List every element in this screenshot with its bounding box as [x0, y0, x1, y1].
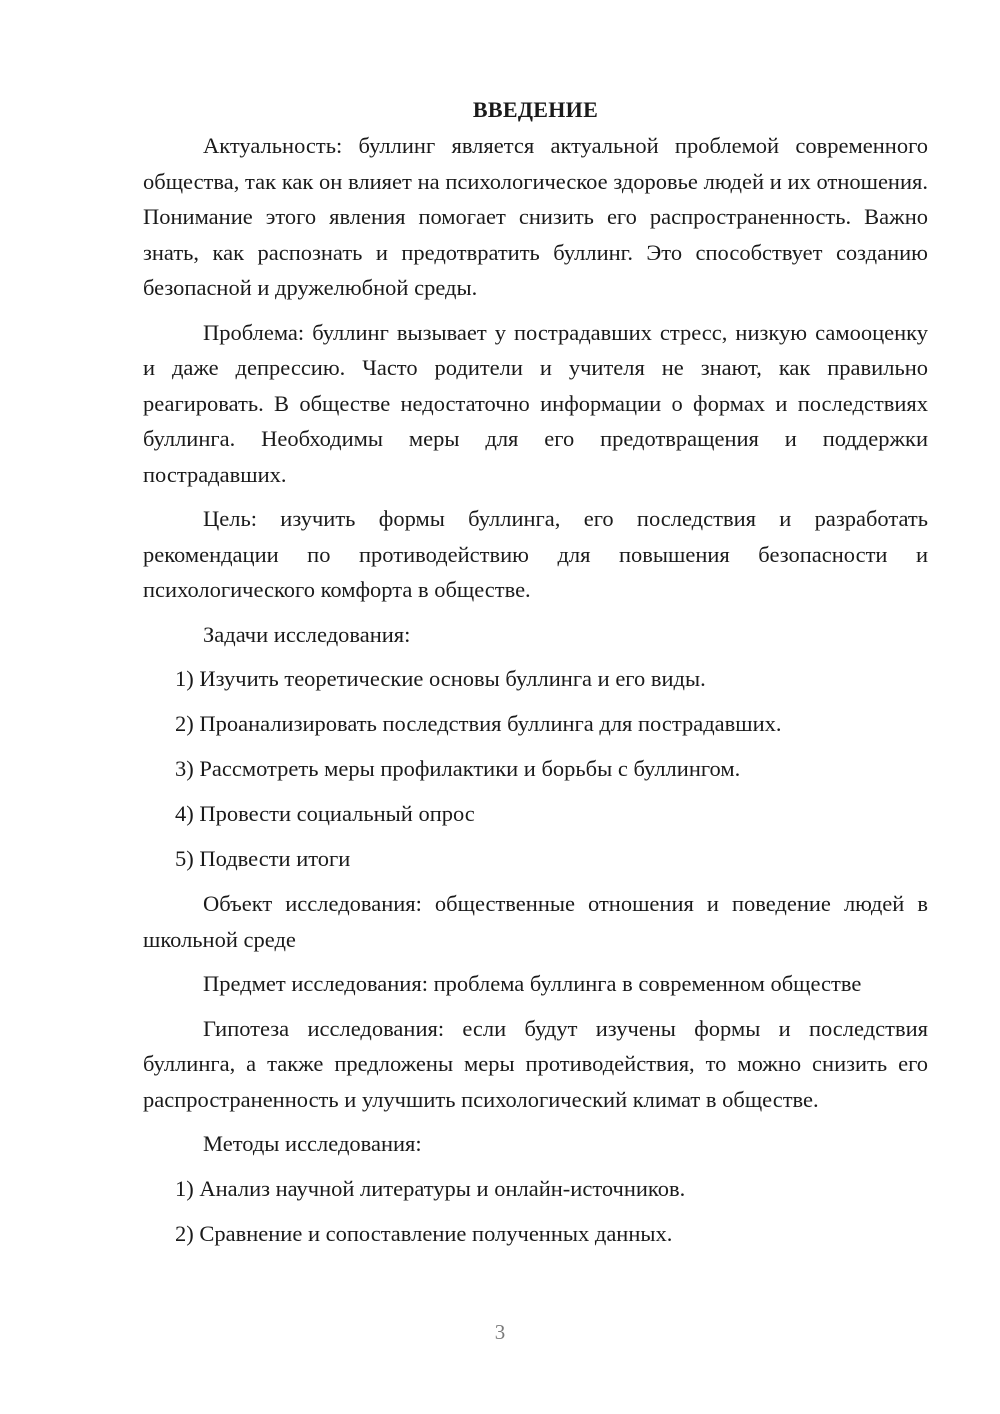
hypothesis-paragraph: Гипотеза исследования: если будут изучены формы и последствия буллинга, а также предложены меры противодействия, то можно снизить его распространенность и улучшить психологический климат в обществе. [143, 1015, 928, 1112]
subject-paragraph: Предмет исследования: проблема буллинга в современном обществе [203, 971, 862, 996]
page-number: 3 [494, 1320, 506, 1344]
list-item: 1) Анализ научной литературы и онлайн-источников. [175, 1175, 686, 1201]
section-title: ВВЕДЕНИЕ [472, 97, 599, 122]
object-paragraph: Объект исследования: общественные отношения и поведение людей в школьной среде [143, 891, 928, 952]
relevance-paragraph: Актуальность: буллинг является актуальной проблемой современного общества, так как он влияет на психологическое здоровье людей и их отношения. Понимание этого явления помогает снизить его распространенность. Важно знать, как распознать и предотвратить буллинг. Это способствует созданию безопасной и дружелюбной среды. [143, 133, 928, 300]
tasks-list [143, 661, 928, 877]
list-item: 3) Рассмотреть меры профилактики и борьбы с буллингом. [175, 756, 741, 781]
tasks-label: Задачи исследования: [203, 621, 411, 647]
list-item: 1) Изучить теоретические основы буллинга и его виды. [175, 666, 706, 691]
goal-paragraph: Цель: изучить формы буллинга, его последствия и разработать рекомендации по противодействию для повышения безопасности и психологического комфорта в обществе. [143, 506, 928, 602]
list-item: 5) Подвести итоги [175, 846, 351, 871]
problem-paragraph: Проблема: буллинг вызывает у пострадавших стресс, низкую самооценку и даже депрессию. Часто родители и учителя не знают, как правильно реагировать. В обществе недостаточно информации о формах и последствиях буллинга. Необходимы меры для его предотвращения и поддержки пострадавших. [143, 319, 928, 487]
methods-list [143, 1171, 928, 1252]
list-item: 2) Проанализировать последствия буллинга для пострадавших. [175, 711, 782, 736]
methods-label: Методы исследования: [203, 1131, 422, 1156]
document-page [143, 94, 928, 1261]
list-item: 2) Сравнение и сопоставление полученных данных. [175, 1220, 673, 1246]
list-item: 4) Провести социальный опрос [175, 801, 475, 826]
